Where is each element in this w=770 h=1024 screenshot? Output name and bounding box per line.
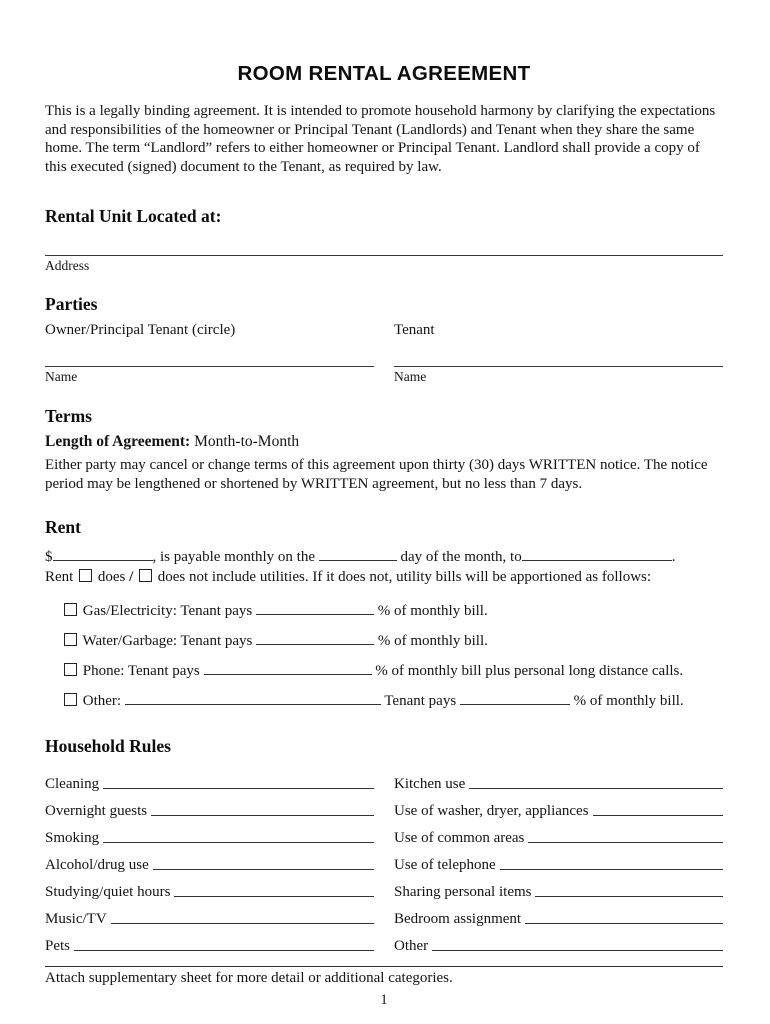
household-rules-left-column bbox=[45, 766, 374, 955]
terms-heading: Terms bbox=[45, 406, 92, 427]
water-garbage-percent-field[interactable] bbox=[256, 631, 374, 645]
terms-body: Either party may cancel or change terms of this agreement upon thirty (30) days WRITTEN notice. The notice period may be lengthened or shortened by WRITTEN agreement, but no less than 7 days. bbox=[45, 457, 708, 493]
smoking-label: Smoking bbox=[45, 829, 100, 846]
rule-row-cleaning bbox=[45, 766, 374, 793]
length-of-agreement-label: Length of Agreement: bbox=[45, 433, 191, 451]
music-tv-field[interactable] bbox=[111, 923, 374, 924]
sharing-personal-items-field[interactable] bbox=[535, 896, 723, 897]
water-garbage-checkbox[interactable] bbox=[64, 633, 77, 646]
owner-column bbox=[45, 315, 374, 385]
gas-electricity-checkbox[interactable] bbox=[64, 603, 77, 616]
utilities-prefix: Rent bbox=[45, 568, 74, 585]
rule-row-washer-dryer-appliances bbox=[394, 793, 723, 820]
length-of-agreement-line bbox=[45, 433, 723, 451]
gas-electricity-percent-field[interactable] bbox=[256, 601, 374, 615]
household-rules-right-column bbox=[394, 766, 723, 955]
section-parties bbox=[45, 294, 723, 385]
cleaning-label: Cleaning bbox=[45, 775, 100, 792]
tenant-label: Tenant bbox=[394, 322, 435, 339]
household-rules-grid bbox=[45, 766, 723, 955]
tenant-name-field[interactable] bbox=[394, 366, 723, 367]
page-number: 1 bbox=[380, 991, 388, 1008]
rent-line-period: . bbox=[671, 548, 676, 565]
owner-label[interactable]: Owner/Principal Tenant (circle) bbox=[45, 322, 236, 339]
studying-quiet-hours-label: Studying/quiet hours bbox=[45, 883, 171, 900]
does-label: does bbox=[97, 568, 126, 585]
gas-electricity-suffix: % of monthly bill. bbox=[377, 602, 488, 619]
rent-day-field[interactable] bbox=[319, 547, 397, 561]
telephone-field[interactable] bbox=[500, 869, 723, 870]
parties-heading: Parties bbox=[45, 294, 98, 315]
address-field[interactable] bbox=[45, 255, 723, 256]
cleaning-field[interactable] bbox=[103, 788, 374, 789]
washer-dryer-appliances-label: Use of washer, dryer, appliances bbox=[394, 802, 589, 819]
supplementary-note: Attach supplementary sheet for more detail or additional categories. bbox=[45, 969, 453, 986]
common-areas-label: Use of common areas bbox=[394, 829, 525, 846]
rent-payable-text: , is payable monthly on the bbox=[152, 548, 315, 565]
rental-unit-heading: Rental Unit Located at: bbox=[45, 206, 222, 227]
rule-row-overnight-guests bbox=[45, 793, 374, 820]
other-percent-field[interactable] bbox=[460, 691, 570, 705]
pets-label: Pets bbox=[45, 937, 71, 954]
washer-dryer-appliances-field[interactable] bbox=[593, 815, 723, 816]
phone-percent-field[interactable] bbox=[204, 661, 372, 675]
overnight-guests-field[interactable] bbox=[151, 815, 374, 816]
other-utility-suffix: % of monthly bill. bbox=[573, 692, 684, 709]
length-of-agreement-value: Month-to-Month bbox=[194, 433, 300, 451]
other-utility-row bbox=[62, 691, 723, 711]
rent-day-text: day of the month, to bbox=[400, 548, 522, 565]
rent-payment-line bbox=[45, 547, 723, 567]
does-not-include-checkbox[interactable] bbox=[139, 569, 152, 582]
music-tv-label: Music/TV bbox=[45, 910, 107, 927]
bottom-divider bbox=[45, 966, 723, 967]
section-household-rules bbox=[45, 736, 723, 987]
telephone-label: Use of telephone bbox=[394, 856, 496, 873]
section-terms bbox=[45, 406, 723, 494]
owner-name-field[interactable] bbox=[45, 366, 374, 367]
pets-field[interactable] bbox=[74, 950, 374, 951]
phone-suffix: % of monthly bill plus personal long distance calls. bbox=[375, 662, 684, 679]
rule-row-common-areas bbox=[394, 820, 723, 847]
gas-electricity-row bbox=[62, 601, 723, 621]
bedroom-assignment-field[interactable] bbox=[525, 923, 723, 924]
document-title: ROOM RENTAL AGREEMENT bbox=[237, 62, 531, 85]
does-not-label: does not include utilities. If it does not, utility bills will be apportioned as follows: bbox=[157, 568, 652, 585]
utility-apportionment-list bbox=[45, 601, 723, 711]
section-rental-unit bbox=[45, 206, 723, 274]
overnight-guests-label: Overnight guests bbox=[45, 802, 148, 819]
alcohol-drug-use-field[interactable] bbox=[153, 869, 374, 870]
rent-heading: Rent bbox=[45, 516, 81, 537]
does-include-checkbox[interactable] bbox=[79, 569, 92, 582]
water-garbage-row bbox=[62, 631, 723, 651]
kitchen-use-field[interactable] bbox=[469, 788, 723, 789]
rule-row-telephone bbox=[394, 847, 723, 874]
slash-separator: / bbox=[129, 568, 134, 585]
smoking-field[interactable] bbox=[103, 842, 374, 843]
water-garbage-label: Water/Garbage: Tenant pays bbox=[82, 632, 253, 649]
rule-row-alcohol-drug-use bbox=[45, 847, 374, 874]
water-garbage-suffix: % of monthly bill. bbox=[377, 632, 488, 649]
utilities-line bbox=[45, 568, 723, 587]
owner-name-label: Name bbox=[45, 369, 78, 385]
common-areas-field[interactable] bbox=[528, 842, 723, 843]
address-label: Address bbox=[45, 258, 90, 274]
other-utility-label: Other: bbox=[82, 692, 122, 709]
tenant-column bbox=[394, 315, 723, 385]
intro-paragraph: This is a legally binding agreement. It is intended to promote household harmony by clarifying the expectations and responsibilities of the homeowner or Principal Tenant (Landlords) and Tenant when they share the same home. The term “Landlord” refers to either homeowner or Principal Tenant. Landlord shall provide a copy of this executed (signed) document to the Tenant, as required by law. bbox=[45, 103, 716, 175]
phone-row bbox=[62, 661, 723, 681]
section-rent bbox=[45, 517, 723, 711]
rule-row-studying-quiet-hours bbox=[45, 874, 374, 901]
tenant-name-label: Name bbox=[394, 369, 427, 385]
bedroom-assignment-label: Bedroom assignment bbox=[394, 910, 522, 927]
alcohol-drug-use-label: Alcohol/drug use bbox=[45, 856, 149, 873]
rent-amount-field[interactable] bbox=[53, 547, 153, 561]
rule-row-music-tv bbox=[45, 901, 374, 928]
phone-checkbox[interactable] bbox=[64, 663, 77, 676]
rule-row-pets bbox=[45, 928, 374, 955]
rule-row-bedroom-assignment bbox=[394, 901, 723, 928]
other-tenant-pays-label: Tenant pays bbox=[384, 692, 457, 709]
kitchen-use-label: Kitchen use bbox=[394, 775, 466, 792]
rule-row-other bbox=[394, 928, 723, 955]
other-utility-checkbox[interactable] bbox=[64, 693, 77, 706]
rule-row-sharing-personal-items bbox=[394, 874, 723, 901]
rule-row-smoking bbox=[45, 820, 374, 847]
rule-row-kitchen-use bbox=[394, 766, 723, 793]
studying-quiet-hours-field[interactable] bbox=[174, 896, 374, 897]
other-rule-field[interactable] bbox=[432, 950, 723, 951]
other-utility-field[interactable] bbox=[125, 691, 381, 705]
household-rules-heading: Household Rules bbox=[45, 735, 171, 756]
dollar-sign: $ bbox=[45, 548, 53, 565]
rent-payee-field[interactable] bbox=[522, 547, 672, 561]
other-rule-label: Other bbox=[394, 937, 429, 954]
phone-label: Phone: Tenant pays bbox=[82, 662, 200, 679]
sharing-personal-items-label: Sharing personal items bbox=[394, 883, 532, 900]
gas-electricity-label: Gas/Electricity: Tenant pays bbox=[82, 602, 253, 619]
